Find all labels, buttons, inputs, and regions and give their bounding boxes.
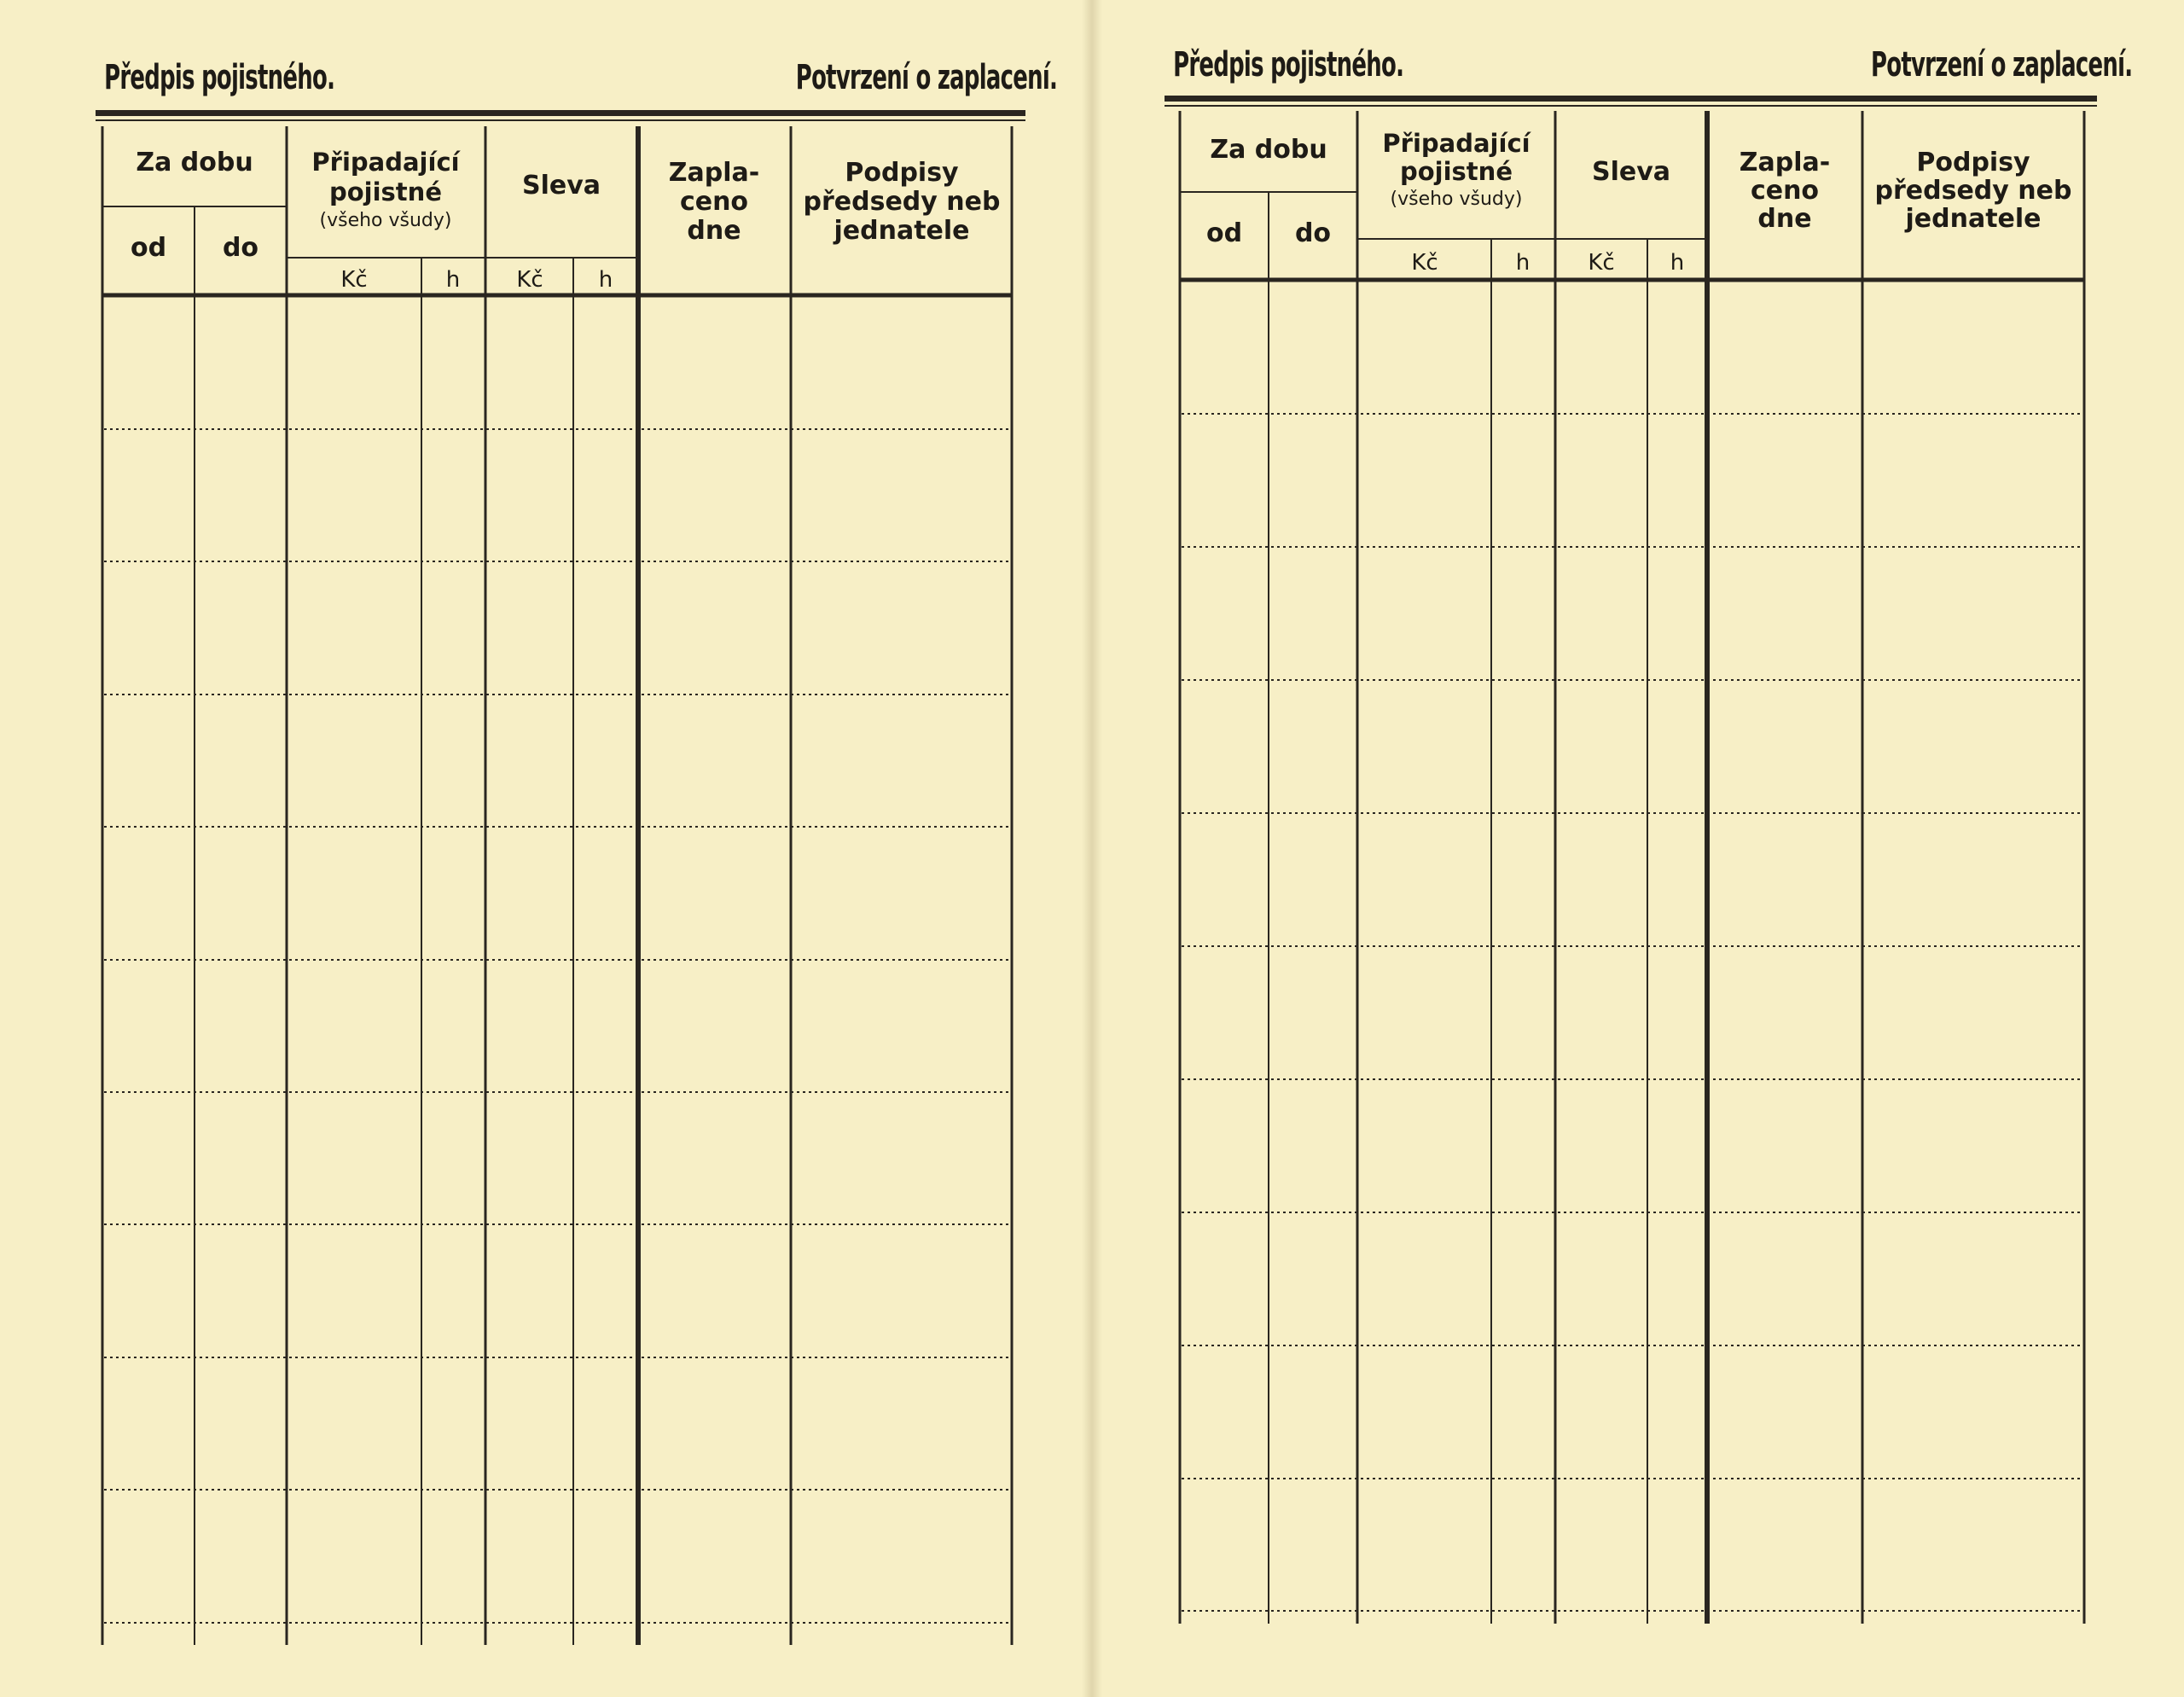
left-header-vseho-vsudy: (všeho všudy) [319,210,452,231]
left-header-predsedy: předsedy neb [803,187,1001,217]
left-row-lines [104,429,1012,1623]
right-header-dne: dne [1757,204,1812,234]
right-header-od: od [1205,218,1243,248]
right-title-payment: Potvrzení o zaplacení. [1871,45,2133,84]
right-header-sleva: Sleva [1591,157,1671,187]
left-header-kc-2: Kč [516,267,543,293]
left-header-pripadajici: Připadající [311,148,460,177]
book-fold [1082,0,1102,1697]
right-header-pripadajici: Připadající [1382,129,1531,158]
left-header-do: do [222,233,259,263]
right-header-jednatele: jednatele [1905,204,2042,234]
left-ledger-table [96,51,1025,1655]
right-header-kc-2: Kč [1588,250,1615,276]
left-header-pojistne: pojistné [328,177,443,206]
left-header-sleva: Sleva [521,171,601,201]
left-header-ceno: ceno [679,187,749,217]
right-header-podpisy: Podpisy [1916,148,2030,177]
left-header-jednatele: jednatele [834,216,970,246]
right-header-zapla: Zapla- [1739,148,1831,177]
right-header-h-1: h [1515,250,1531,276]
right-page [1165,38,2133,1655]
left-title-premium: Předpis pojistného. [104,58,335,97]
left-header-podpisy: Podpisy [845,158,959,188]
left-title-payment: Potvrzení o zaplacení. [795,58,1058,97]
left-header-h-1: h [445,267,461,293]
right-header-za-dobu: Za dobu [1210,135,1327,165]
left-page [96,51,1058,1655]
right-title-premium: Předpis pojistného. [1173,45,1404,84]
left-header-od: od [130,233,167,263]
left-header-dne: dne [687,216,741,246]
left-header-za-dobu: Za dobu [136,148,253,177]
right-header-pojistne: pojistné [1399,157,1513,186]
left-header-zapla: Zapla- [668,158,760,188]
left-header-h-2: h [598,267,613,293]
right-header-predsedy: předsedy neb [1874,176,2072,206]
right-header-do: do [1294,218,1332,248]
right-row-lines [1182,414,2084,1611]
right-header-kc-1: Kč [1411,250,1438,276]
right-header-vseho-vsudy: (všeho všudy) [1390,189,1523,210]
left-header-kc-1: Kč [340,267,368,293]
right-header-ceno: ceno [1750,176,1820,206]
right-header-h-2: h [1670,250,1685,276]
right-ledger-table [1165,38,2097,1655]
